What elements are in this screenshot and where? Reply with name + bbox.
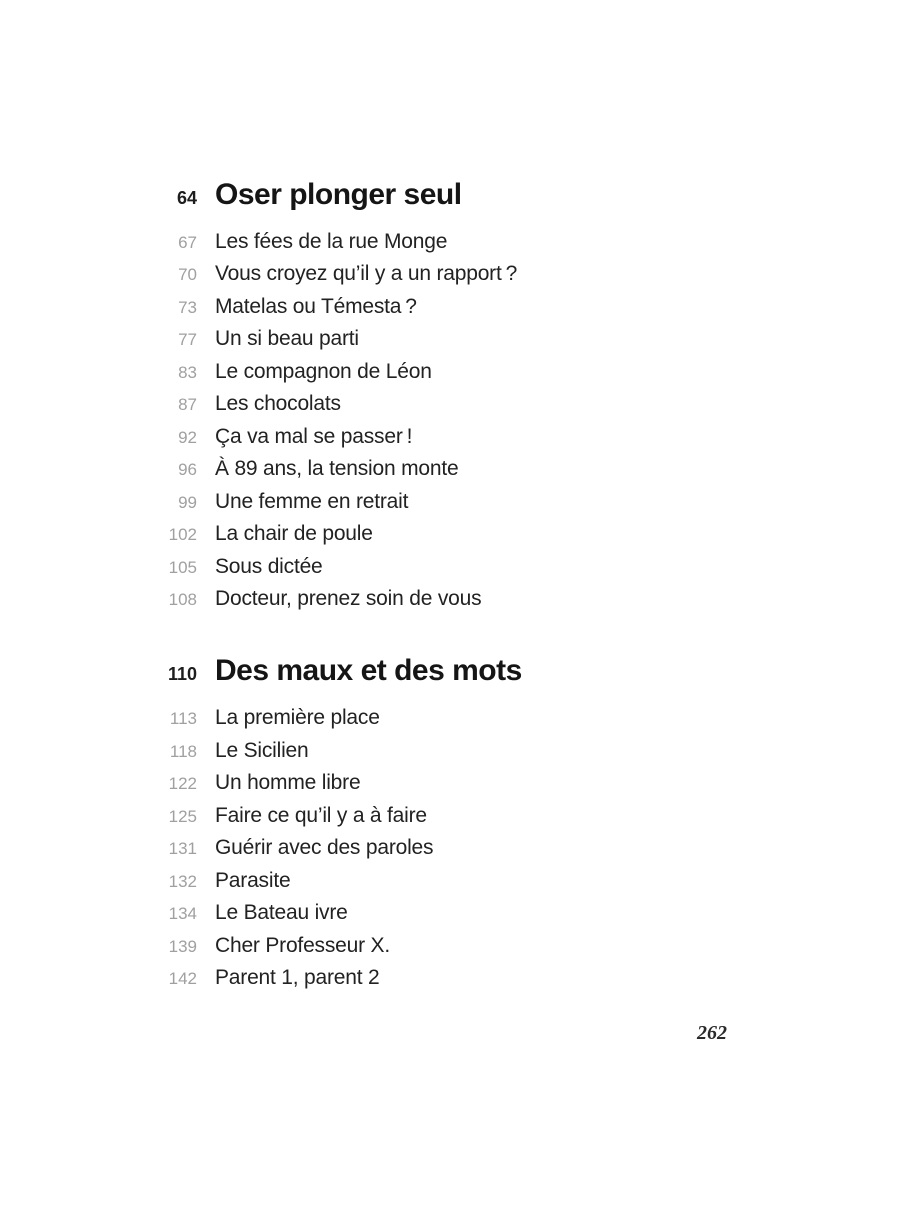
entry-title: Un si beau parti: [215, 327, 359, 351]
entry-page-number: 102: [168, 525, 197, 545]
entry-title: Une femme en retrait: [215, 489, 409, 513]
entry-title: Parasite: [215, 868, 291, 892]
entry-page-number: 134: [168, 904, 197, 924]
entry-page-number: 87: [178, 395, 197, 415]
entry-page-number: 131: [168, 839, 197, 859]
toc-entry: [120, 702, 780, 734]
entry-title: Le Bateau ivre: [215, 901, 348, 925]
entry-page-number: 83: [178, 362, 197, 382]
toc-entry: [120, 323, 780, 355]
entry-page-number: 108: [168, 589, 197, 609]
entry-page-number: 125: [168, 806, 197, 826]
toc-entry: [120, 291, 780, 323]
toc-entry: [120, 583, 780, 615]
section-heading: [120, 177, 780, 216]
toc-entry: [120, 930, 780, 962]
entry-page-number: 77: [178, 330, 197, 350]
entry-title: Docteur, prenez soin de vous: [215, 586, 482, 610]
entry-title: Sous dictée: [215, 554, 323, 578]
toc-entry: [120, 356, 780, 388]
entry-page-number: 105: [168, 557, 197, 577]
entry-title: Ça va mal se passer !: [215, 424, 413, 448]
entry-title: Le Sicilien: [215, 738, 309, 762]
toc-entry: [120, 962, 780, 994]
toc-entry: [120, 226, 780, 258]
table-of-contents: [120, 177, 780, 995]
entry-page-number: 96: [178, 460, 197, 480]
entry-page-number: 73: [178, 297, 197, 317]
section-page-number: 110: [167, 664, 197, 685]
entry-page-number: 99: [178, 492, 197, 512]
toc-entry: [120, 388, 780, 420]
entry-page-number: 122: [168, 774, 197, 794]
entry-page-number: 118: [169, 741, 197, 761]
entry-page-number: 132: [168, 871, 197, 891]
toc-section-des-maux-et-des-mots: [120, 653, 780, 994]
entry-page-number: 92: [178, 427, 197, 447]
toc-entry: [120, 551, 780, 583]
entry-page-number: 70: [178, 265, 197, 285]
entry-title: Le compagnon de Léon: [215, 359, 432, 383]
entry-title: La première place: [215, 706, 380, 730]
entry-title: Un homme libre: [215, 771, 361, 795]
entry-title: Les chocolats: [215, 392, 341, 416]
toc-entry: [120, 865, 780, 897]
toc-entry: [120, 897, 780, 929]
entry-title: À 89 ans, la tension monte: [215, 457, 459, 481]
entry-page-number: 113: [169, 709, 197, 729]
section-title: Des maux et des mots: [215, 654, 522, 688]
toc-entry: [120, 832, 780, 864]
entry-page-number: 142: [168, 969, 197, 989]
section-title: Oser plonger seul: [215, 178, 462, 211]
entry-page-number: 139: [168, 936, 197, 956]
entry-title: Guérir avec des paroles: [215, 836, 434, 860]
toc-entry: [120, 518, 780, 550]
entry-title: Faire ce qu’il y a à faire: [215, 803, 427, 827]
entry-page-number: 67: [178, 233, 197, 252]
toc-entry: [120, 486, 780, 518]
toc-entry: [120, 800, 780, 832]
entry-title: Cher Professeur X.: [215, 933, 390, 957]
toc-entry: [120, 767, 780, 799]
page-folio: 262: [697, 1022, 727, 1044]
entry-title: La chair de poule: [215, 522, 373, 546]
entry-title: Parent 1, parent 2: [215, 966, 380, 990]
toc-entry: [120, 421, 780, 453]
section-heading: [120, 653, 780, 692]
toc-entry: [120, 453, 780, 485]
toc-entry: [120, 735, 780, 767]
section-page-number: 64: [176, 188, 197, 208]
toc-entry: [120, 258, 780, 290]
entry-title: Les fées de la rue Monge: [215, 230, 448, 253]
toc-section-oser-plonger-seul: [120, 177, 780, 615]
entry-title: Vous croyez qu’il y a un rapport ?: [215, 262, 518, 286]
entry-title: Matelas ou Témesta ?: [215, 294, 417, 318]
